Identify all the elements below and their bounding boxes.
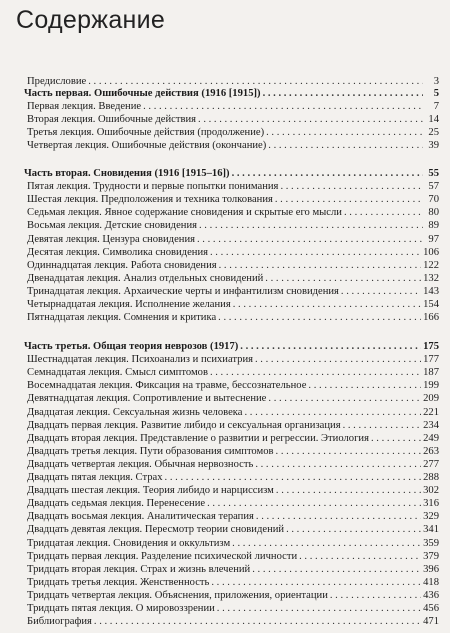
toc-leader-dots — [198, 113, 423, 126]
toc-leader-dots — [240, 340, 421, 353]
toc-leader-dots — [280, 180, 423, 193]
toc-entry[interactable] — [27, 471, 439, 484]
toc-page-number: 122 — [423, 259, 439, 271]
toc-entry[interactable] — [27, 272, 439, 285]
toc-leader-dots — [343, 419, 422, 432]
toc-leader-dots — [199, 219, 423, 232]
toc-entry-title: Вторая лекция. Ошибочные действия — [27, 114, 197, 126]
toc-entry-title: Восемнадцатая лекция. Фиксация на травме, бессознательное — [27, 380, 307, 392]
toc-entry[interactable] — [27, 563, 439, 576]
toc-leader-dots — [255, 458, 421, 471]
toc-entry-title: Предисловие — [27, 76, 87, 87]
toc-leader-dots — [255, 353, 421, 366]
toc-entry-title: Двадцать третья лекция. Пути образования симптомов — [27, 445, 274, 457]
toc-leader-dots — [232, 537, 421, 550]
toc-page-number: 263 — [423, 445, 439, 457]
toc-leader-dots — [217, 602, 421, 615]
toc-entry-title: Часть первая. Ошибочные действия (1916 [1915]) — [24, 88, 261, 99]
toc-page-number: 177 — [423, 354, 439, 366]
toc-page-number: 341 — [423, 524, 439, 536]
toc-entry[interactable] — [27, 246, 439, 259]
toc-entry-title: Тридцать третья лекция. Женственность — [27, 576, 210, 588]
toc-entry[interactable] — [27, 285, 439, 298]
toc-entry-title: Часть третья. Общая теория неврозов (1917) — [24, 341, 239, 352]
toc-part-heading[interactable] — [24, 340, 439, 353]
toc-part-heading[interactable] — [24, 167, 439, 180]
toc-leader-dots — [341, 285, 421, 298]
toc-leader-dots — [256, 510, 421, 523]
toc-entry-title: Восьмая лекция. Детские сновидения — [27, 220, 197, 232]
toc-leader-dots — [263, 87, 423, 100]
toc-entry-title: Четвертая лекция. Ошибочные действия (окончание) — [27, 140, 267, 152]
toc-entry-title: Двадцать четвертая лекция. Обычная нервозность — [27, 458, 254, 470]
toc-entry[interactable] — [27, 126, 439, 139]
toc-entry-title: Двадцать первая лекция. Развитие либидо и сексуальная организация — [27, 419, 341, 431]
toc-leader-dots — [207, 497, 421, 510]
toc-page-number: 249 — [423, 432, 439, 444]
toc-entry-title: Часть вторая. Сновидения (1916 [1915–16]) — [24, 168, 230, 179]
toc-page-number: 175 — [423, 341, 439, 352]
toc-leader-dots — [252, 563, 421, 576]
toc-leader-dots — [275, 193, 423, 206]
toc-page-number: 154 — [423, 299, 439, 310]
toc-leader-dots — [218, 311, 421, 324]
toc-entry-title: Десятая лекция. Символика сновидения — [27, 246, 208, 258]
toc-leader-dots — [197, 233, 423, 246]
toc-entry[interactable] — [27, 406, 439, 419]
toc-leader-dots — [143, 100, 423, 113]
toc-leader-dots — [94, 615, 421, 628]
toc-entry[interactable] — [27, 100, 439, 113]
toc-page-number: 7 — [433, 101, 439, 113]
toc-entry[interactable] — [27, 602, 439, 615]
toc-page-number: 209 — [423, 393, 439, 405]
toc-entry-title: Двенадцатая лекция. Анализ отдельных сновидений — [27, 272, 264, 284]
toc-leader-dots — [330, 589, 421, 602]
toc-entry[interactable] — [27, 193, 439, 206]
toc-entry-title: Девятнадцатая лекция. Сопротивление и вытеснение — [27, 393, 267, 405]
toc-entry[interactable] — [27, 589, 439, 602]
toc-page-number: 221 — [423, 406, 439, 418]
toc-page-number: 436 — [423, 589, 439, 601]
toc-entry[interactable] — [27, 510, 439, 523]
toc-entry-title: Третья лекция. Ошибочные действия (продолжение) — [27, 127, 265, 139]
toc-entry-title: Первая лекция. Введение — [27, 101, 142, 113]
toc-page-number: 57 — [428, 181, 439, 193]
toc-leader-dots — [344, 206, 423, 219]
toc-entry[interactable] — [27, 113, 439, 126]
toc-entry[interactable] — [27, 392, 439, 405]
toc-page-number: 3 — [433, 76, 439, 87]
toc-entry[interactable] — [27, 432, 439, 445]
toc-page-number: 97 — [428, 233, 439, 245]
toc-page-number: 25 — [428, 127, 439, 139]
toc-entry[interactable] — [27, 537, 439, 550]
toc-entry-title: Двадцать седьмая лекция. Перенесение — [27, 498, 206, 510]
toc-page-number: 55 — [428, 168, 439, 179]
toc-entry-title: Четырнадцатая лекция. Исполнение желания — [27, 299, 231, 310]
toc-entry[interactable] — [27, 366, 439, 379]
toc-entry-title: Двадцать девятая лекция. Пересмотр теории сновидений — [27, 524, 285, 536]
toc-entry[interactable] — [27, 233, 439, 246]
toc-page-number: 14 — [428, 114, 439, 126]
toc-page-number: 80 — [428, 207, 439, 219]
toc-entry-title: Тридцать пятая лекция. О мировоззрении — [27, 603, 215, 614]
toc-leader-dots — [219, 259, 421, 272]
toc-entry-title: Двадцать вторая лекция. Представление о развитии и регрессии. Этиология — [27, 432, 369, 444]
toc-entry-title: Тридцать первая лекция. Разделение психической личности — [27, 550, 298, 562]
toc-page-number: 277 — [423, 458, 439, 470]
toc-page-number: 166 — [423, 312, 439, 324]
toc-page-number: 456 — [423, 603, 439, 614]
toc-leader-dots — [308, 379, 421, 392]
toc-entry[interactable] — [27, 379, 439, 392]
toc-leader-dots — [371, 432, 421, 445]
toc-entry-title: Пятнадцатая лекция. Сомнения и критика — [27, 312, 217, 324]
toc-leader-dots — [276, 445, 422, 458]
toc-entry[interactable] — [27, 180, 439, 193]
toc-leader-dots — [210, 246, 421, 259]
toc-entry[interactable] — [27, 497, 439, 510]
toc-entry-title: Шестнадцатая лекция. Психоанализ и психиатрия — [27, 354, 253, 366]
toc-entry-title: Двадцать восьмая лекция. Аналитическая терапия — [27, 511, 254, 523]
toc-entry-title: Двадцатая лекция. Сексуальная жизнь человека — [27, 406, 243, 418]
toc-entry-title: Семнадцатая лекция. Смысл симптомов — [27, 367, 208, 379]
toc-leader-dots — [266, 126, 423, 139]
toc-page-number: 396 — [423, 563, 439, 575]
toc-leader-dots — [244, 406, 421, 419]
toc-leader-dots — [165, 471, 422, 484]
toc-page-number: 5 — [433, 88, 439, 99]
toc-entry[interactable] — [27, 550, 439, 563]
toc-page-number: 132 — [423, 272, 439, 284]
toc-entry[interactable] — [27, 419, 439, 432]
toc-leader-dots — [276, 484, 421, 497]
toc-entry[interactable] — [27, 353, 439, 366]
toc-entry-title: Двадцать шестая лекция. Теория либидо и нарциссизм — [27, 485, 274, 497]
toc-entry[interactable] — [27, 445, 439, 458]
toc-leader-dots — [268, 139, 423, 152]
toc-leader-dots — [233, 298, 421, 311]
toc-page-number: 379 — [423, 550, 439, 562]
toc-leader-dots — [232, 167, 423, 180]
toc-page-number: 302 — [423, 485, 439, 497]
toc-leader-dots — [265, 272, 421, 285]
toc-entry-title: Тридцать четвертая лекция. Объяснения, приложения, ориентации — [27, 589, 328, 601]
toc-entry-title: Тридцать вторая лекция. Страх и жизнь влечений — [27, 563, 251, 575]
toc-page-number: 288 — [423, 472, 439, 483]
toc-page-number: 471 — [423, 616, 439, 628]
page-title: Содержание — [16, 6, 166, 34]
toc-entry[interactable] — [27, 206, 439, 219]
toc-page-number: 234 — [423, 419, 439, 431]
toc-entry-title: Седьмая лекция. Явное содержание сновидения и скрытые его мысли — [27, 207, 342, 219]
toc-page-number: 187 — [423, 367, 439, 379]
toc-part-heading[interactable] — [24, 87, 439, 100]
toc-entry-title: Двадцать пятая лекция. Страх — [27, 472, 163, 483]
toc-leader-dots — [268, 392, 421, 405]
toc-entry-title: Библиография — [27, 616, 92, 628]
toc-page-number: 70 — [428, 194, 439, 206]
toc-entry-title: Девятая лекция. Цензура сновидения — [27, 233, 195, 245]
toc-entry-title: Шестая лекция. Предположения и техника толкования — [27, 194, 273, 206]
toc-entry[interactable] — [27, 576, 439, 589]
toc-entry-title: Тринадцатая лекция. Архаические черты и инфантилизм сновидения — [27, 285, 339, 297]
toc-page-number: 39 — [428, 140, 439, 152]
toc-page-number: 89 — [428, 220, 439, 232]
toc-page-number: 329 — [423, 511, 439, 523]
toc-page-number: 143 — [423, 285, 439, 297]
toc-entry[interactable] — [27, 219, 439, 232]
toc-page-number: 106 — [423, 246, 439, 258]
toc-entry[interactable] — [27, 523, 439, 536]
toc-leader-dots — [210, 366, 421, 379]
toc-leader-dots — [299, 550, 421, 563]
toc-entry[interactable] — [27, 458, 439, 471]
toc-page-number: 316 — [423, 498, 439, 510]
toc-entry-title: Одиннадцатая лекция. Работа сновидения — [27, 259, 217, 271]
toc-leader-dots — [286, 523, 421, 536]
toc-entry-title: Пятая лекция. Трудности и первые попытки понимания — [27, 181, 279, 193]
toc-entry-title: Тридцатая лекция. Сновидения и оккультизм — [27, 537, 231, 549]
toc-entry[interactable] — [27, 484, 439, 497]
toc-page-number: 418 — [423, 576, 439, 588]
toc-page-number: 359 — [423, 537, 439, 549]
toc-entry[interactable] — [27, 311, 439, 324]
toc-entry[interactable] — [27, 139, 439, 152]
toc-entry[interactable] — [27, 615, 439, 628]
toc-leader-dots — [211, 576, 421, 589]
toc-page-number: 199 — [423, 380, 439, 392]
toc-entry[interactable] — [27, 298, 439, 311]
toc-entry[interactable] — [27, 259, 439, 272]
